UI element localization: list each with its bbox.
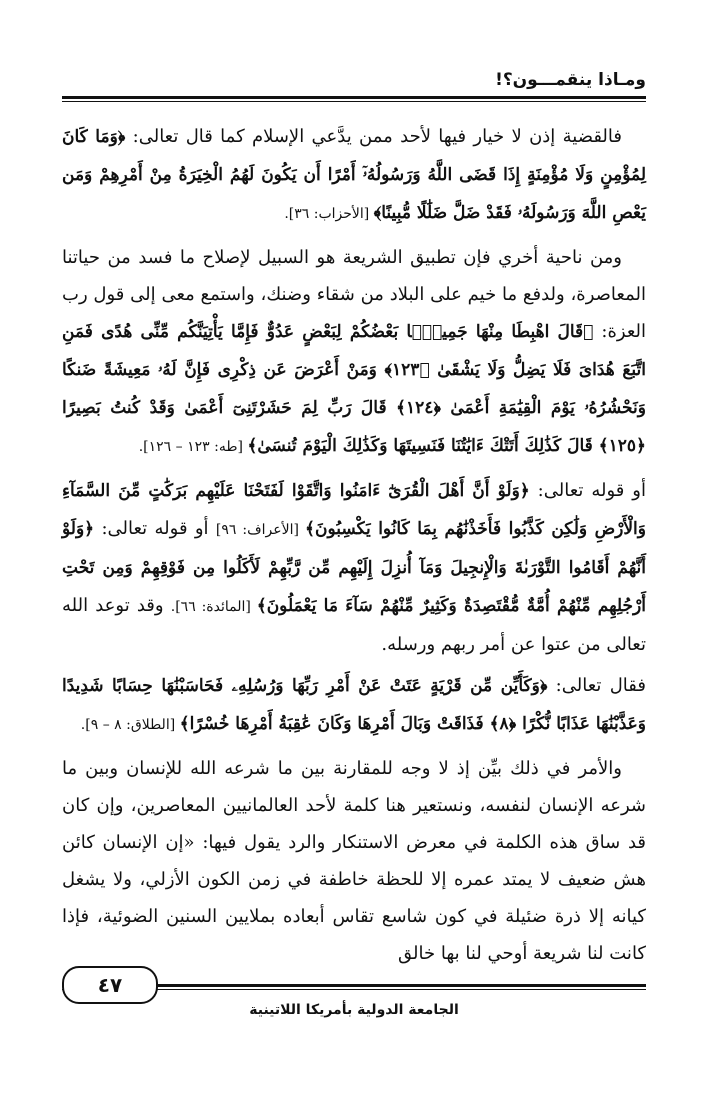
running-header: [62, 70, 646, 94]
paragraph-1: [62, 118, 646, 233]
paragraph-text: فقال تعالى:: [547, 675, 646, 696]
paragraph-text: فالقضية إذن لا خيار فيها لأحد ممن يدَّعي الإسلام كما قال تعالى:: [125, 126, 623, 147]
quran-verse: ﴿وَلَوْ أَنَّهُمْ أَقَامُوا التَّوْرَىٰةَ وَالْإِنجِيلَ وَمَآ أُنزِلَ إِلَيْهِم مِّن رَّبِّهِمْ لَأَكَلُوا مِن فَوْقِهِمْ وَمِن تَحْتِ أَرْجُلِهِم مِّنْهُمْ أُمَّةٌ مُّقْتَصِدَةٌ وَكَثِيرٌ مِّنْهُمْ سَآءَ مَا يَعْمَلُونَ﴾: [62, 519, 646, 616]
page-body: [62, 118, 646, 976]
page-footer: [62, 972, 646, 1032]
paragraph-4: [62, 667, 646, 744]
verse-reference: [الأعراف: ٩٦]: [215, 522, 306, 538]
quran-verse: ﴿قَالَ اهْبِطَا مِنْهَا جَمِيعًۢا بَعْضُكُمْ لِبَعْضٍ عَدُوٌّ فَإِمَّا يَأْتِيَنَّكُم مِّنِّى هُدًى فَمَنِ اتَّبَعَ هُدَاىَ فَلَا يَضِلُّ وَلَا يَشْقَىٰ ﴿١٢٣﴾ وَمَنْ أَعْرَضَ عَن ذِكْرِى فَإِنَّ لَهُۥ مَعِيشَةً ضَنكًا وَنَحْشُرُهُۥ يَوْمَ الْقِيَٰمَةِ أَعْمَىٰ ﴿١٢٤﴾ قَالَ رَبِّ لِمَ حَشَرْتَنِىٓ أَعْمَىٰ وَقَدْ كُنتُ بَصِيرًا ﴿١٢٥﴾ قَالَ كَذَٰلِكَ أَتَتْكَ ءَايَٰتُنَا فَنَسِيتَهَا وَكَذَٰلِكَ الْيَوْمَ تُنسَىٰ﴾: [62, 322, 646, 456]
paragraph-text: والأمر في ذلك بيِّن إذ لا وجه للمقارنة بين ما شرعه الله للإنسان وبين ما شرعه الإنسان لنفسه، ونستعير هنا كلمة لأحد العالمانيين المعاصرين، وإن كان قد ساق هذه الكلمة في معرض الاستنكار والرد يقول فيها: «إن الإنسان كائن هش ضعيف لا يمتد عمره إلا للحظة خاطفة في زمن الكون الأزلي، ولا يشغل كيانه إلا ذرة ضئيلة في كون شاسع تقاس أبعاده بملايين السنين الضوئية، فإذا كانت لنا شريعة أوحي لنا بها خالق: [62, 758, 646, 964]
verse-reference: [الطلاق: ٨ – ٩].: [80, 717, 180, 733]
paragraph-5: [62, 750, 646, 972]
header-rule: [62, 96, 646, 102]
paragraph-2: [62, 239, 646, 466]
publisher-name: الجامعة الدولية بأمريكا اللاتينية: [249, 1002, 459, 1018]
quran-verse: ﴿وَمَا كَانَ لِمُؤْمِنٍ وَلَا مُؤْمِنَةٍ إِذَا قَضَى اللَّهُ وَرَسُولُهُۥٓ أَمْرًا أَن يَكُونَ لَهُمُ الْخِيَرَةُ مِنْ أَمْرِهِمْ وَمَن يَعْصِ اللَّهَ وَرَسُولَهُۥ فَقَدْ ضَلَّ ضَلَٰلًا مُّبِينًا﴾: [62, 127, 646, 223]
paragraph-text: وقد توعد الله تعالى من عتوا عن أمر ربهم ورسله.: [62, 595, 646, 655]
quran-verse: ﴿وَكَأَيِّن مِّن قَرْيَةٍ عَتَتْ عَنْ أَمْرِ رَبِّهَا وَرُسُلِهِۦ فَحَاسَبْنَٰهَا حِسَابًا شَدِيدًا وَعَذَّبْنَٰهَا عَذَابًا نُّكْرًا ﴿٨﴾ فَذَاقَتْ وَبَالَ أَمْرِهَا وَكَانَ عَٰقِبَةُ أَمْرِهَا خُسْرًا﴾: [62, 676, 646, 734]
header-title: ومـاذا ينقمـــون؟!: [495, 70, 646, 90]
paragraph-text: أو قوله تعالى:: [94, 518, 216, 539]
page-number-badge: ٤٧: [62, 966, 158, 1004]
paragraph-3: [62, 472, 646, 663]
verse-reference: [المائدة: ٦٦].: [170, 599, 257, 615]
verse-reference: [الأحزاب: ٣٦].: [284, 206, 374, 222]
paragraph-text: ومن ناحية أخري فإن تطبيق الشريعة هو السبيل لإصلاح ما فسد من حياتنا المعاصرة، ولدفع ما خيم على البلاد من شقاء وضنك، واستمع معى إلى قول رب العزة:: [62, 247, 646, 342]
verse-reference: [طه: ١٢٣ – ١٢٦].: [138, 439, 248, 455]
paragraph-text: أو قوله تعالى:: [529, 480, 646, 501]
quran-verse: ﴿وَلَوْ أَنَّ أَهْلَ الْقُرَىٰٓ ءَامَنُوا وَاتَّقَوْا لَفَتَحْنَا عَلَيْهِم بَرَكَٰتٍ مِّنَ السَّمَآءِ وَالْأَرْضِ وَلَٰكِن كَذَّبُوا فَأَخَذْنَٰهُم بِمَا كَانُوا يَكْسِبُونَ﴾: [62, 481, 646, 539]
